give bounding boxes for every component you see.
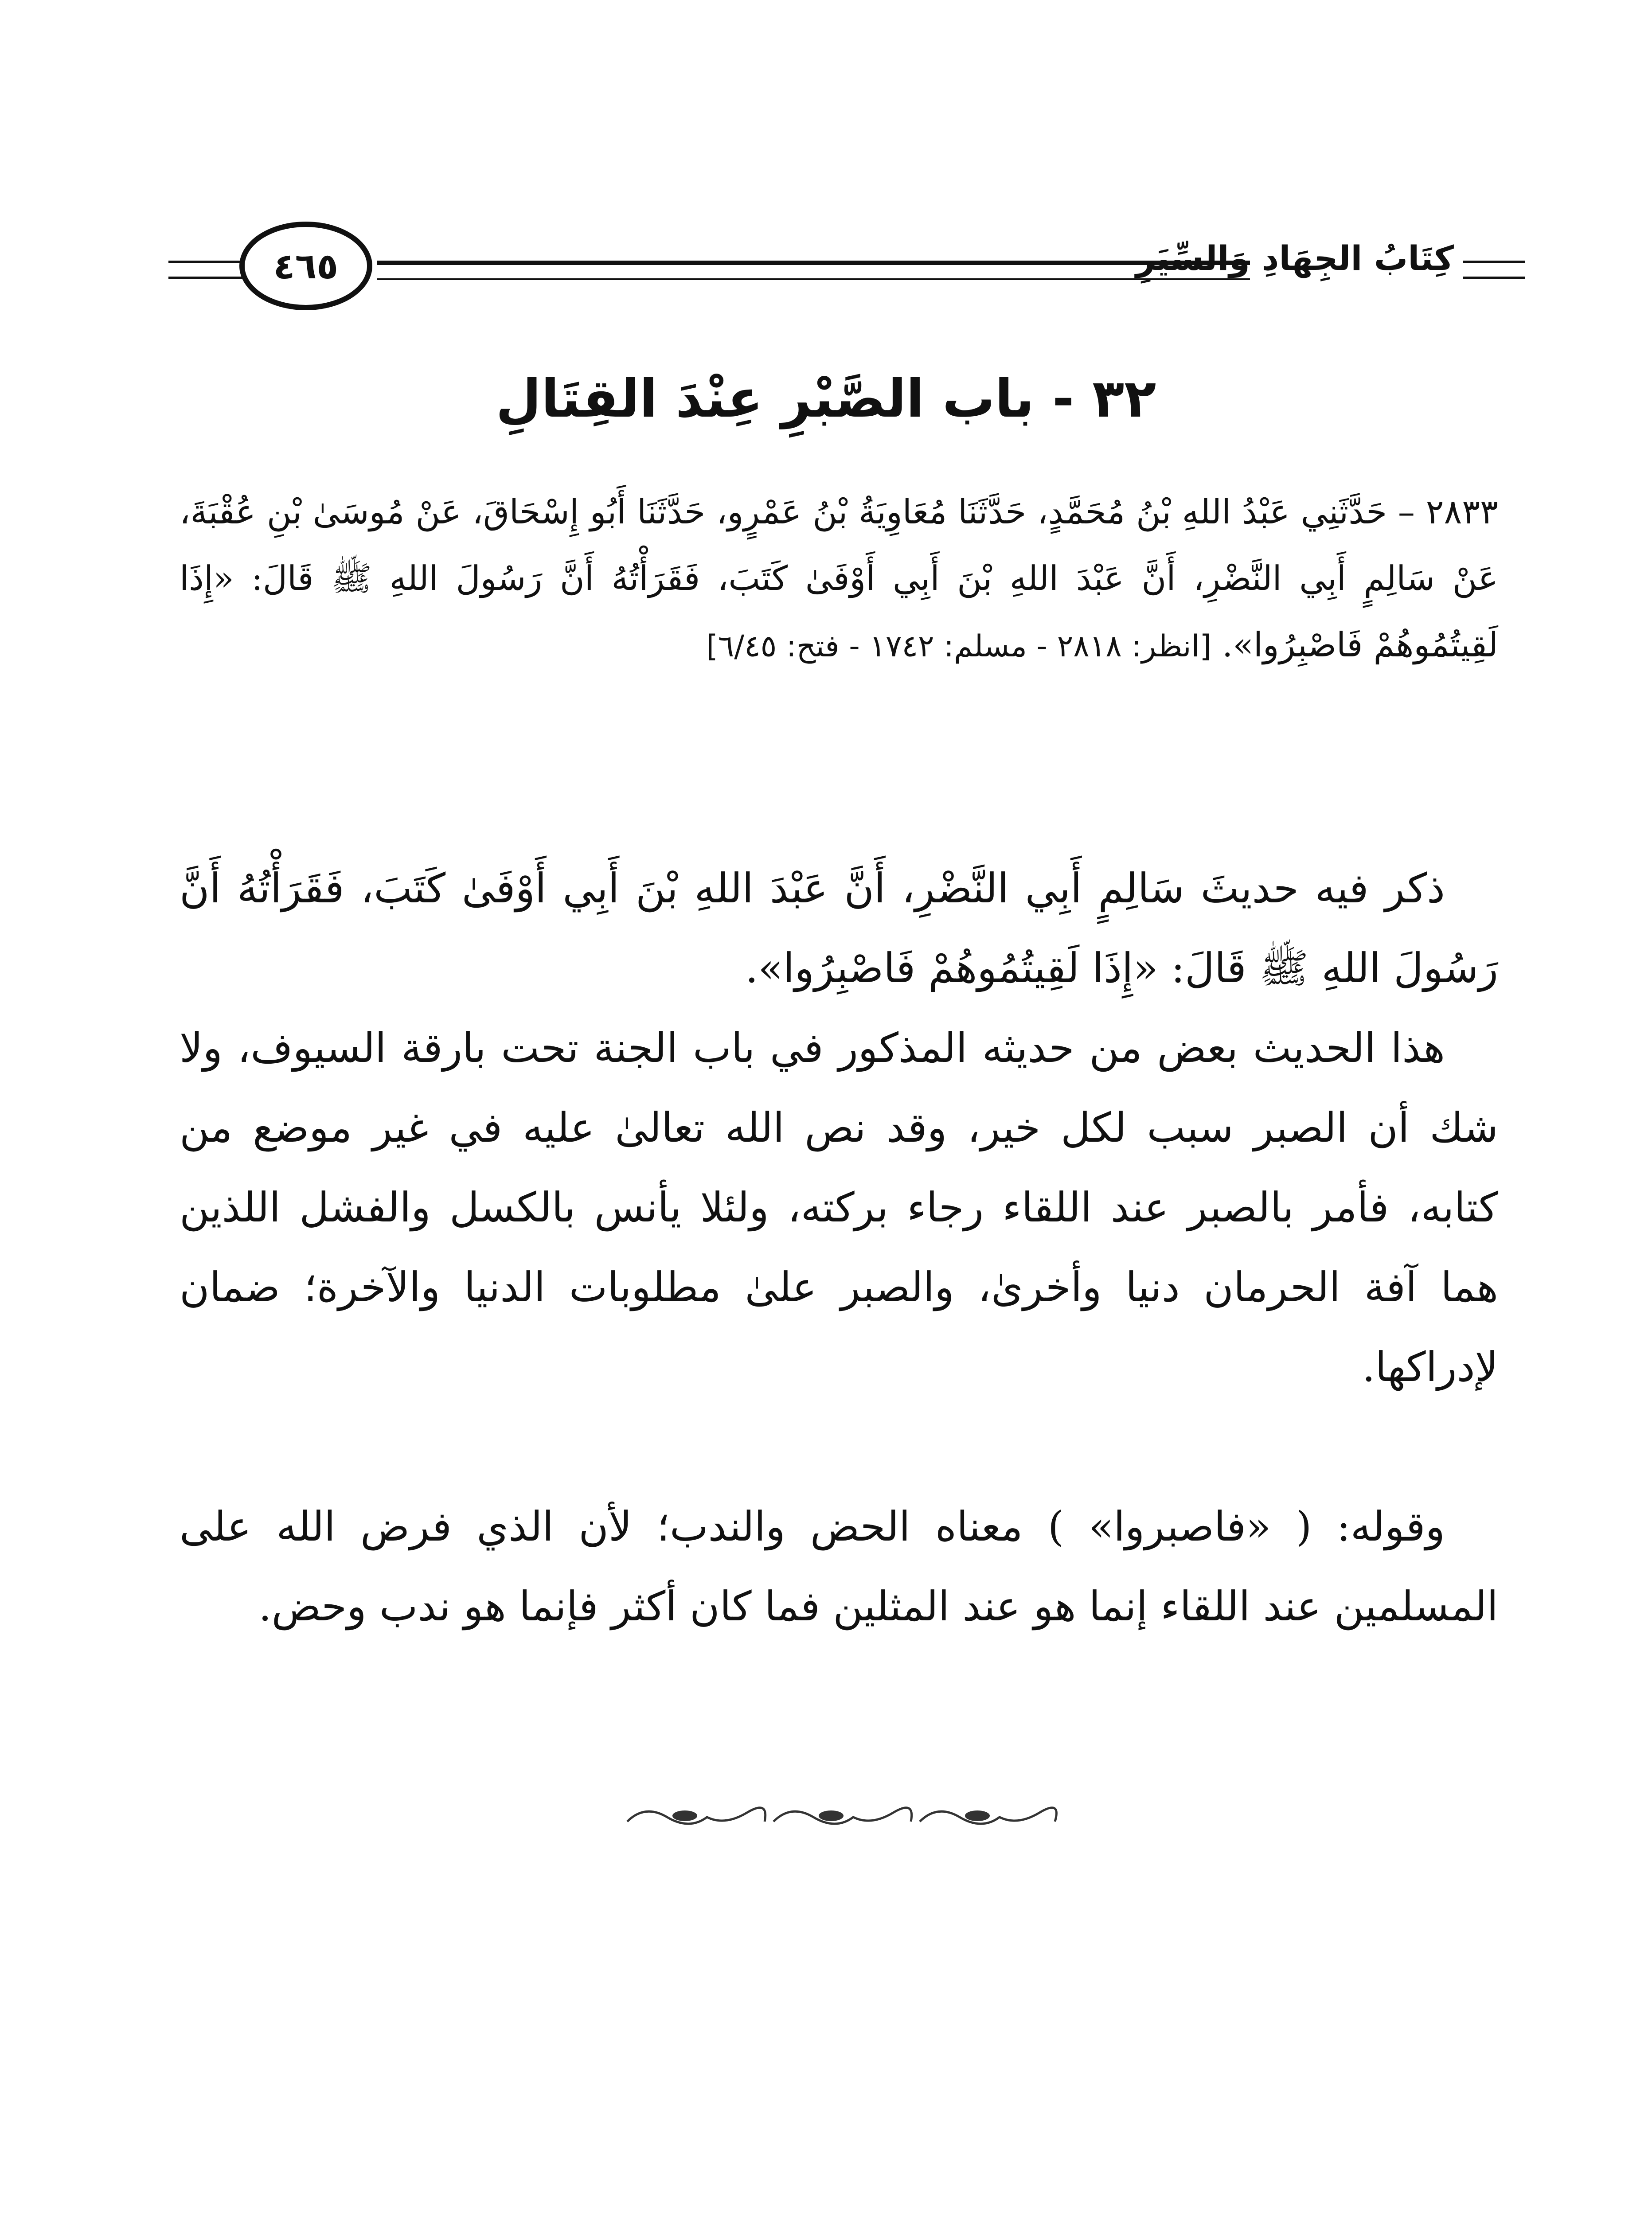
hadith-text: ٢٨٣٣ – حَدَّثَنِي عَبْدُ اللهِ بْنُ مُحَمَّدٍ، حَدَّثَنَا مُعَاوِيَةُ بْنُ عَمْرٍو، حَدَّثَنَا أَبُو إِسْحَاقَ، عَنْ مُوسَىٰ بْنِ عُقْبَةَ، عَنْ سَالِمٍ أَبِي النَّضْرِ، أَنَّ عَبْدَ اللهِ بْنَ أَبِي أَوْفَىٰ كَتَبَ، فَقَرَأْتُهُ أَنَّ رَسُولَ اللهِ ﷺ قَالَ: «إِذَا لَقِيتُمُوهُمْ فَاصْبِرُوا». xyxy=(180,492,1498,664)
chapter-title: ٣٢ - باب الصَّبْرِ عِنْدَ القِتَالِ xyxy=(496,368,1156,429)
page-number: ٤٦٥ xyxy=(273,245,339,287)
page-number-badge xyxy=(239,222,372,310)
hadith-reference: [انظر: ٢٨١٨ - مسلم: ١٧٤٢ - فتح: ٦/٤٥] xyxy=(706,629,1211,664)
paragraph-text: وقوله: ( «فاصبروا» ) معناه الحض والندب؛ لأن الذي فرض الله على المسلمين عند اللقاء إنما هو عند المثلين فما كان أكثر فإنما هو ندب وحض. xyxy=(180,1503,1498,1630)
section-end-ornament-icon xyxy=(618,1802,1062,1833)
header-rule-right xyxy=(1463,261,1525,279)
commentary-paragraph-1 xyxy=(180,849,1498,1008)
hadith-block xyxy=(180,479,1498,680)
paragraph-text: هذا الحديث بعض من حديثه المذكور في باب الجنة تحت بارقة السيوف، ولا شك أن الصبر سبب لكل خير، وقد نص الله تعالىٰ عليه في غير موضع من كتابه، فأمر بالصبر عند اللقاء رجاء بركته، ولئلا يأنس بالكسل والفشل اللذين هما آفة الحرمان دنيا وأخرىٰ، والصبر علىٰ مطلوبات الدنيا والآخرة؛ ضمان لإدراكها. xyxy=(180,1024,1499,1391)
running-header xyxy=(168,222,1525,315)
header-rule-left xyxy=(168,261,244,279)
header-rule-middle xyxy=(377,261,1250,280)
commentary-paragraph-3 xyxy=(180,1487,1498,1646)
paragraph-text: ذكر فيه حديثَ سَالِمٍ أَبِي النَّضْرِ، أَنَّ عَبْدَ اللهِ بْنَ أَبِي أَوْفَىٰ كَتَبَ، فَقَرَأْتُهُ أَنَّ رَسُولَ اللهِ ﷺ قَالَ: «إِذَا لَقِيتُمُوهُمْ فَاصْبِرُوا». xyxy=(180,865,1498,992)
commentary-paragraph-2 xyxy=(180,1008,1498,1407)
book-title: كِتَابُ الجِهَادِ وَالسِّيَرِ xyxy=(1136,238,1454,278)
